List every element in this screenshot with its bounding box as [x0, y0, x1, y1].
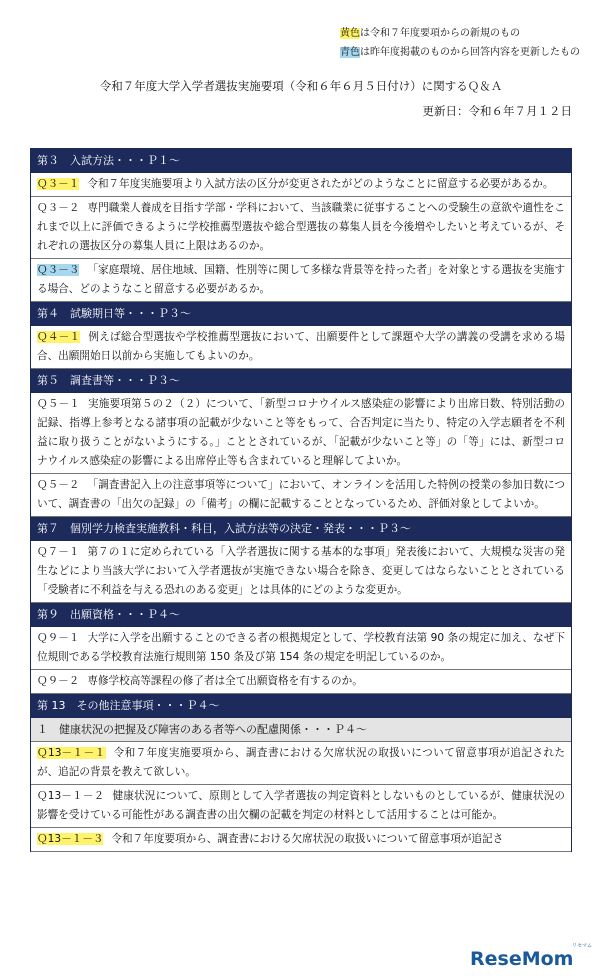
question-row [31, 828, 571, 852]
section-header: 第 13 その他注意事項・・・Ｐ４～ [31, 694, 571, 718]
question-text: 令和７年度実施要項から、調査書における欠席状況の取扱いについて留意事項が追記されたが、追記の背景を教えて欲しい。 [37, 747, 565, 778]
question-number: Ｑ13－１－３ [37, 833, 104, 845]
question-text: 専門職業人養成を目指す学部・学科において、当該職業に従事することへの受験生の意欲や適性をこれまで以上に評価できるように学校推薦型選抜や総合型選抜の募集人員を今後増やしたいと考えているが、それぞれの選抜区分の募集人員に上限はあるのか。 [37, 202, 565, 252]
question-number: Ｑ13－１－２ [37, 790, 105, 802]
question-row [31, 785, 571, 828]
section-header: 第７ 個別学力検査実施教科・科目，入試方法等の決定・発表・・・Ｐ３～ [31, 517, 571, 541]
legend-blue-word: 青色 [340, 47, 360, 58]
legend-blue-text: は昨年度掲載のものから回答内容を更新したもの [360, 47, 580, 58]
question-number: Ｑ７－１ [37, 546, 80, 558]
question-text: 実施要項第５の２（２）について、「新型コロナウイルス感染症の影響により出席日数、特別活動の記録、指導上参考となる諸事項の記載が少ないこと等をもって、合否判定に当たり、特定の入学志願者を不利益に取り扱うことがないようにする。」こととされているが、「記載が少ないこと等」の「等」には、新型コロナウイルス感染症の影響による出席停止等も含まれていると理解してよいか。 [37, 398, 565, 467]
question-text: 第７の１に定められている「入学者選抜に関する基本的な事項」発表後において、大規模な災害の発生などにより当該大学において入学者選抜が実施できない場合を除き、変更してはならないこととされている「受験者に不利益を与える恐れのある変更」とは具体的にどのような変更か。 [37, 546, 565, 596]
question-row [31, 742, 571, 785]
question-number: Ｑ５－２ [37, 479, 80, 491]
question-text: 健康状況について、原則として入学者選抜の判定資料としないものとしているが、健康状況の影響を受けている可能性がある調査書の出欠欄の記載を判定の材料として活用することは可能か。 [37, 790, 565, 821]
question-number: Ｑ９－２ [37, 675, 80, 687]
question-text: 例えば総合型選抜や学校推薦型選抜において、出願要件として課題や大学の講義の受講を求める場合、出願開始日以前から実施してもよいのか。 [37, 331, 565, 362]
question-row [31, 197, 571, 259]
resemom-logo [468, 940, 592, 970]
question-row [31, 326, 571, 369]
updated-date: 更新日：令和６年７月１２日 [422, 104, 572, 118]
question-text: 「調査書記入上の注意事項等について」において、オンラインを活用した特例の授業の参加日数について、調査書の「出欠の記録」の「備考」の欄に記載することとなっているため、評価対象としてよいか。 [37, 479, 565, 510]
section-header: 第４ 試験期日等・・・Ｐ３～ [31, 302, 571, 326]
question-number: Ｑ５－１ [37, 398, 80, 410]
question-row [31, 627, 571, 670]
question-row [31, 474, 571, 517]
question-number: Ｑ３－１ [37, 178, 80, 190]
question-number: Ｑ９－１ [37, 632, 80, 644]
question-row [31, 393, 571, 474]
question-number: Ｑ４－１ [37, 331, 81, 343]
subsection-header: １ 健康状況の把握及び障害のある者等への配慮関係・・・Ｐ４～ [31, 718, 571, 742]
question-row [31, 259, 571, 302]
document-title: 令和７年度大学入学者選抜実施要項（令和６年６月５日付け）に関するＱ＆Ａ [99, 79, 503, 93]
question-number: Ｑ３－３ [37, 264, 80, 276]
question-text: 令和７年度要項から、調査書における欠席状況の取扱いについて留意事項が追記さ [111, 833, 504, 845]
color-legend [340, 24, 580, 62]
question-row [31, 670, 571, 694]
legend-yellow-text: は令和７年度要項からの新規のもの [360, 28, 520, 39]
logo-ruby: リセマム [572, 943, 592, 949]
qa-index-table [30, 148, 572, 852]
logo-brand: ReseMom [470, 948, 574, 970]
question-row [31, 541, 571, 603]
question-text: 令和７年度実施要項より入試方法の区分が変更されたがどのようなことに留意する必要があるか。 [87, 178, 554, 190]
question-number: Ｑ13－１－１ [37, 747, 106, 759]
legend-yellow-word: 黄色 [340, 28, 360, 39]
section-header: 第９ 出願資格・・・Ｐ４～ [31, 603, 571, 627]
section-header: 第５ 調査書等・・・Ｐ３～ [31, 369, 571, 393]
legend-blue [340, 43, 580, 62]
question-row [31, 173, 571, 197]
legend-yellow [340, 24, 580, 43]
section-header: 第３ 入試方法・・・Ｐ１～ [31, 149, 571, 173]
question-text: 専修学校高等課程の修了者は全て出願資格を有するのか。 [87, 675, 363, 687]
question-text: 「家庭環境、居住地域、国籍、性別等に関して多様な背景等を持った者」を対象とする選抜を実施する場合、どのようなこと留意する必要があるか。 [37, 264, 565, 295]
question-text: 大学に入学を出願することのできる者の根拠規定として、学校教育法第 90 条の規定に加え、なぜ下位規則である学校教育法施行規則第 150 条及び第 154 条の規定を明記しているのか。 [37, 632, 565, 663]
question-number: Ｑ３－２ [37, 202, 80, 214]
